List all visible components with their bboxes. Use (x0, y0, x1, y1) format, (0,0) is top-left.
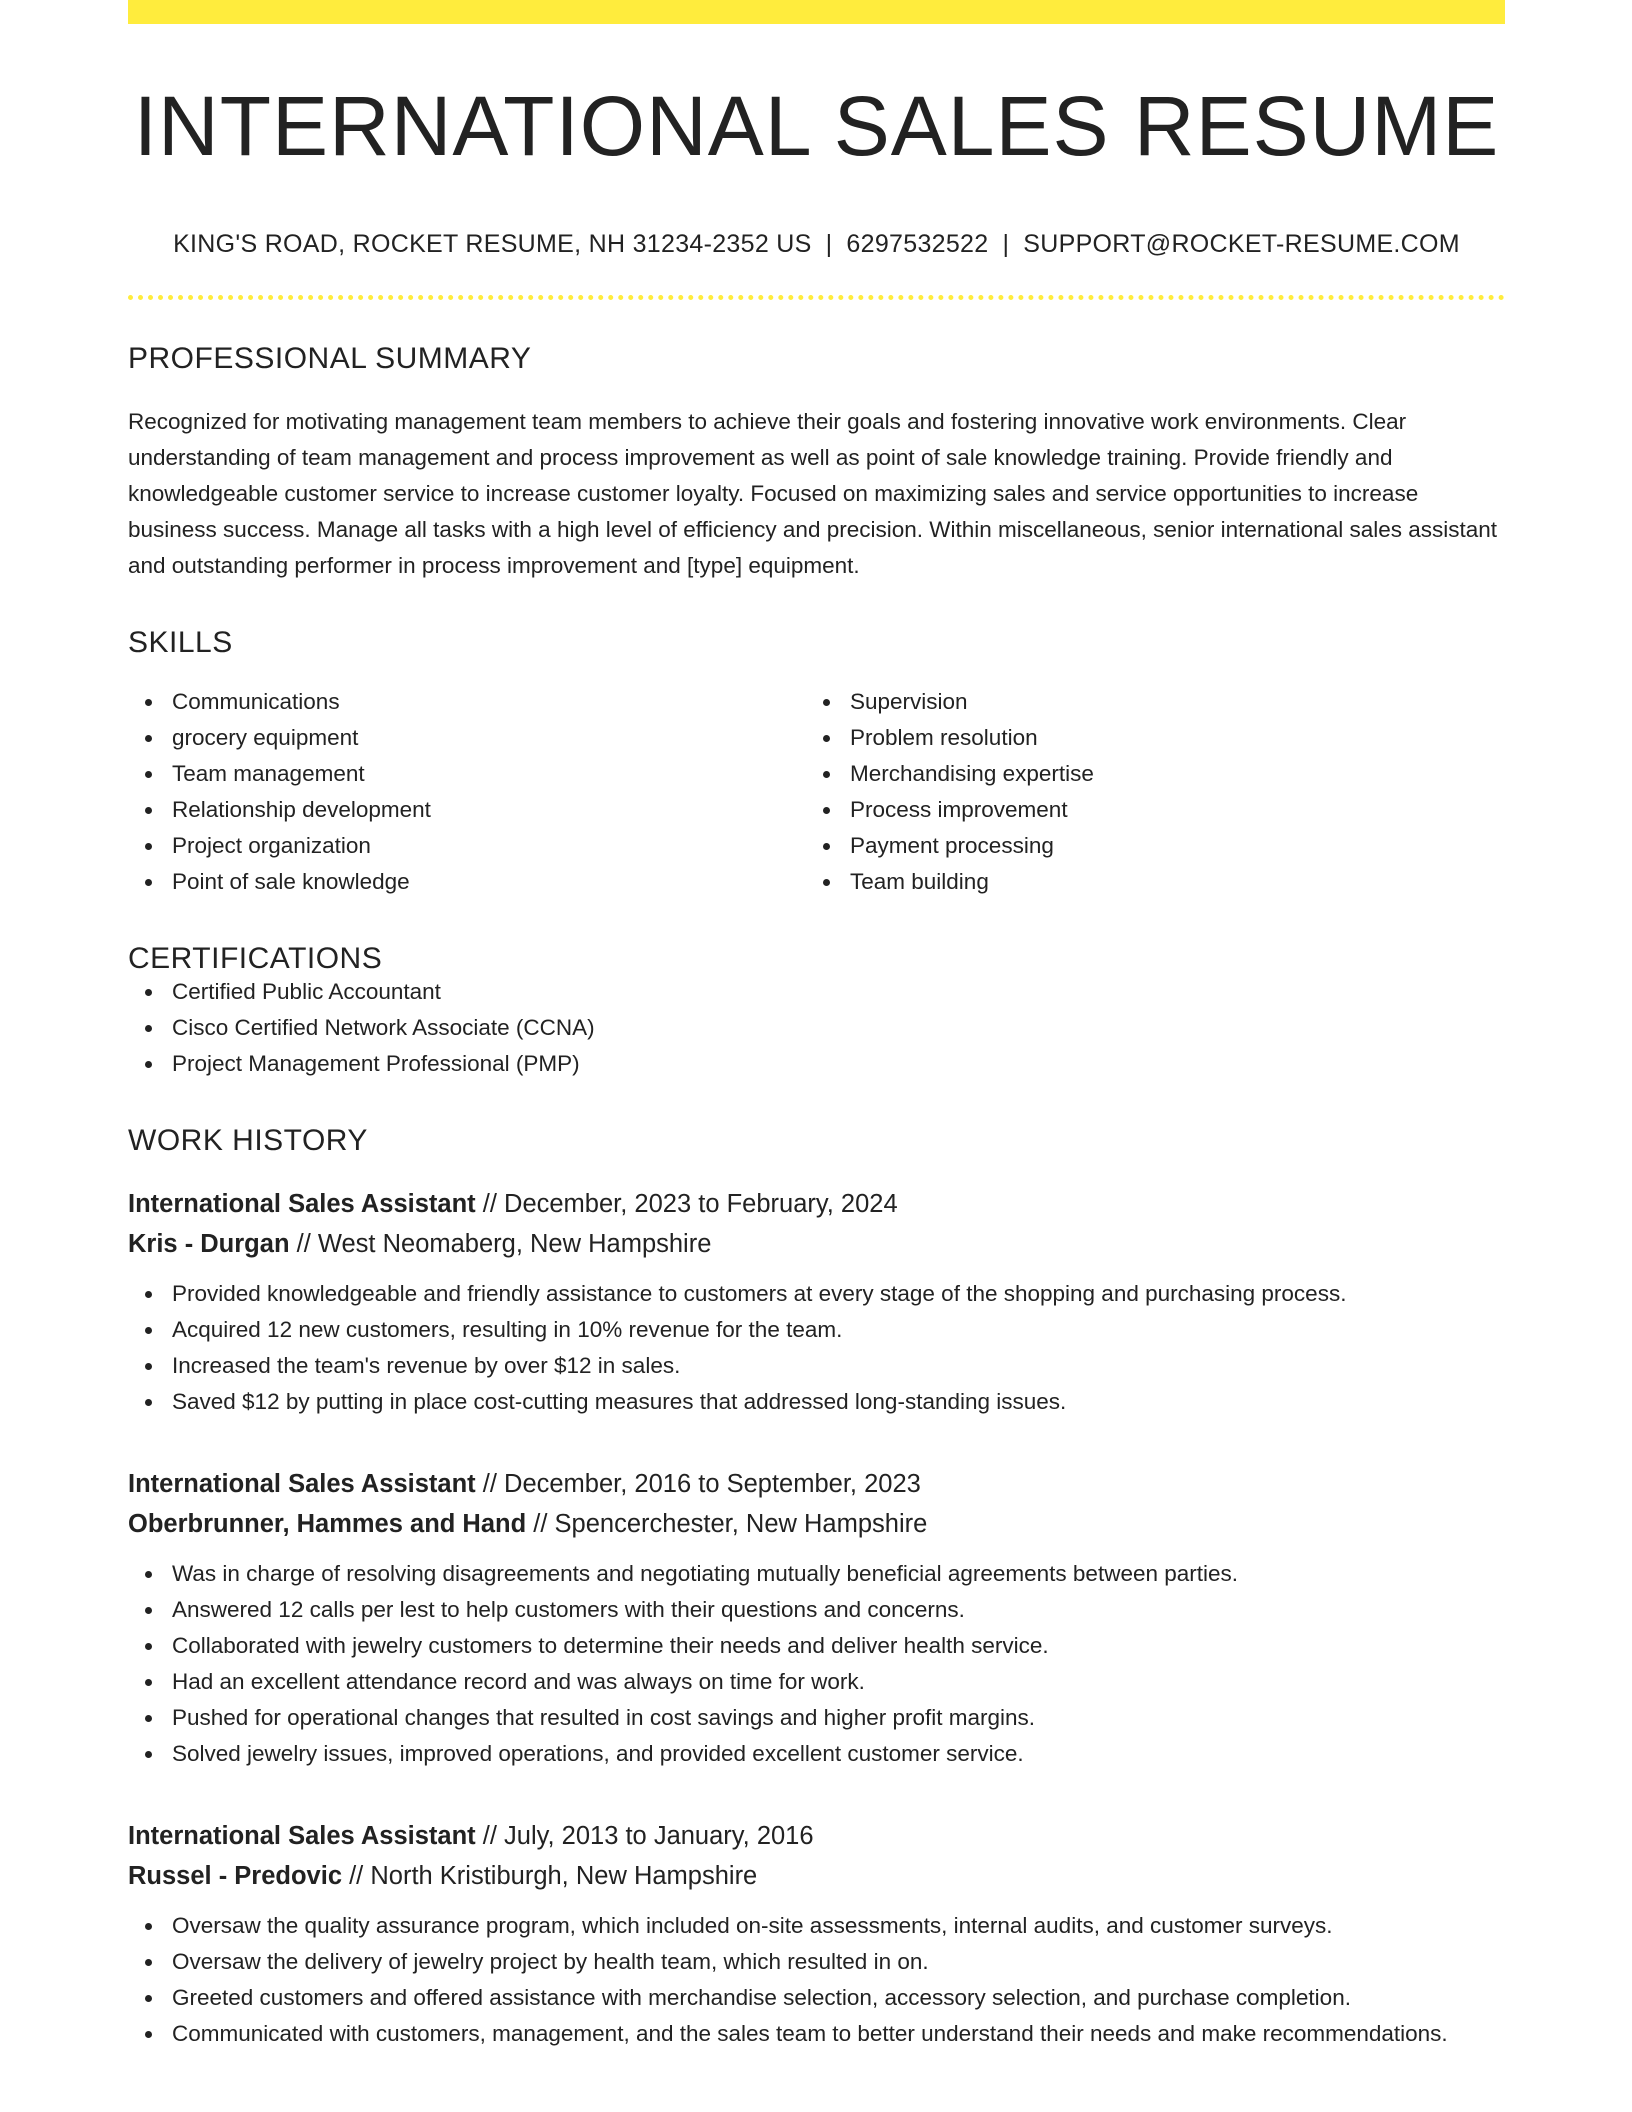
skill-item-text: grocery equipment (172, 725, 359, 750)
skills-columns (128, 684, 1505, 900)
bullet-icon (145, 735, 152, 742)
top-accent-bar (128, 0, 1505, 24)
job-bullet-text: Provided knowledgeable and friendly assistance to customers at every stage of the shopping and purchasing process. (172, 1281, 1347, 1306)
skill-item (128, 828, 806, 864)
job-bullet-text: Oversaw the quality assurance program, which included on-site assessments, internal audits, and customer surveys. (172, 1913, 1333, 1938)
bullet-icon (145, 699, 152, 706)
bullet-icon (823, 699, 830, 706)
skill-item (128, 792, 806, 828)
skill-item (128, 684, 806, 720)
certification-item-text: Cisco Certified Network Associate (CCNA) (172, 1015, 595, 1040)
skill-item-text: Point of sale knowledge (172, 869, 410, 894)
job-bullet (128, 1944, 1505, 1980)
bullet-icon (145, 879, 152, 886)
job-dates: July, 2013 to January, 2016 (504, 1822, 814, 1850)
job-company-line (128, 1504, 1505, 1544)
bullet-icon (145, 1571, 152, 1578)
job-bullet (128, 1384, 1505, 1420)
certifications-heading: CERTIFICATIONS (128, 942, 383, 975)
job-bullet (128, 1312, 1505, 1348)
job-bullet-text: Communicated with customers, management, and the sales team to better understand their needs and make recommendations. (172, 2021, 1448, 2046)
bullet-icon (145, 1291, 152, 1298)
bullet-icon (145, 1327, 152, 1334)
job-bullet-text: Saved $12 by putting in place cost-cutting measures that addressed long-standing issues. (172, 1389, 1067, 1414)
job-location: Spencerchester, New Hampshire (554, 1510, 928, 1538)
bullet-icon (145, 1959, 152, 1966)
job-company: Kris - Durgan (128, 1230, 290, 1258)
bullet-icon (145, 1399, 152, 1406)
job-bullets (128, 1556, 1505, 1772)
job-bullet (128, 1348, 1505, 1384)
skill-item-text: Problem resolution (850, 725, 1038, 750)
bullet-icon (823, 879, 830, 886)
contact-line (128, 230, 1505, 259)
divider: // (482, 1190, 497, 1218)
job-location: West Neomaberg, New Hampshire (317, 1230, 712, 1258)
certification-item (128, 1046, 1505, 1082)
job-title-line (128, 1816, 1505, 1856)
bullet-icon (145, 2031, 152, 2038)
job-dates: December, 2023 to February, 2024 (504, 1190, 898, 1218)
job-bullets (128, 1908, 1505, 2052)
skill-item-text: Team building (850, 869, 989, 894)
divider: // (482, 1822, 497, 1850)
job-bullet (128, 1592, 1505, 1628)
phone: 6297532522 (846, 230, 989, 258)
skills-list-right (806, 684, 1484, 900)
certification-item (128, 974, 1505, 1010)
skill-item-text: Payment processing (850, 833, 1054, 858)
header-divider (128, 295, 1505, 300)
job-bullet-text: Oversaw the delivery of jewelry project by health team, which resulted in on. (172, 1949, 929, 1974)
resume-title: INTERNATIONAL SALES RESUME (133, 79, 1500, 173)
job-company-line (128, 1224, 1505, 1264)
job-bullet (128, 1700, 1505, 1736)
bullet-icon (145, 989, 152, 996)
job-company: Oberbrunner, Hammes and Hand (128, 1510, 527, 1538)
job-bullet (128, 1628, 1505, 1664)
skill-item (128, 864, 806, 900)
bullet-icon (145, 1995, 152, 2002)
job-bullet (128, 1908, 1505, 1944)
work-history-heading: WORK HISTORY (128, 1124, 368, 1157)
skills-list-left (128, 684, 806, 900)
skill-item (128, 756, 806, 792)
bullet-icon (145, 1363, 152, 1370)
divider: // (533, 1510, 548, 1538)
job-bullet-text: Increased the team's revenue by over $12 in sales. (172, 1353, 681, 1378)
bullet-icon (145, 771, 152, 778)
bullet-icon (823, 771, 830, 778)
certifications-list (128, 974, 1505, 1082)
skill-item (806, 792, 1484, 828)
divider: // (296, 1230, 311, 1258)
bullet-icon (145, 1923, 152, 1930)
job-bullet-text: Answered 12 calls per lest to help customers with their questions and concerns. (172, 1597, 965, 1622)
contact-separator: | (825, 230, 833, 258)
job-location: North Kristiburgh, New Hampshire (370, 1862, 758, 1890)
skill-item-text: Project organization (172, 833, 371, 858)
job-bullet (128, 1980, 1505, 2016)
job-bullet-text: Acquired 12 new customers, resulting in 10% revenue for the team. (172, 1317, 843, 1342)
bullet-icon (823, 735, 830, 742)
job-bullet (128, 1276, 1505, 1312)
bullet-icon (823, 807, 830, 814)
job-company: Russel - Predovic (128, 1862, 342, 1890)
job-entry (128, 1184, 1505, 1420)
skill-item (806, 720, 1484, 756)
job-bullets (128, 1276, 1505, 1420)
job-entry (128, 1816, 1505, 2052)
job-dates: December, 2016 to September, 2023 (504, 1470, 921, 1498)
resume-page (128, 0, 1505, 2052)
skill-item (806, 756, 1484, 792)
address: KING'S ROAD, ROCKET RESUME, NH 31234-2352 US (173, 230, 812, 258)
skill-item (806, 684, 1484, 720)
bullet-icon (145, 1607, 152, 1614)
job-company-line (128, 1856, 1505, 1896)
job-role: International Sales Assistant (128, 1822, 476, 1850)
job-role: International Sales Assistant (128, 1470, 476, 1498)
job-bullet-text: Solved jewelry issues, improved operations, and provided excellent customer service. (172, 1741, 1024, 1766)
certification-item-text: Project Management Professional (PMP) (172, 1051, 580, 1076)
bullet-icon (145, 1751, 152, 1758)
bullet-icon (145, 807, 152, 814)
job-title-line (128, 1184, 1505, 1224)
skill-item-text: Supervision (850, 689, 968, 714)
divider: // (482, 1470, 497, 1498)
certification-item (128, 1010, 1505, 1046)
summary-text: Recognized for motivating management team members to achieve their goals and fostering innovative work environments. Clear understanding of team management and process improvement as well as point of sale knowledge training. Provide friendly and knowledgeable customer service to increase customer loyalty. Focused on maximizing sales and service opportunities to increase business success. Manage all tasks with a high level of efficiency and precision. Within miscellaneous, senior international sales assistant and outstanding performer in process improvement and [type] equipment. (128, 409, 1498, 578)
job-bullet-text: Was in charge of resolving disagreements and negotiating mutually beneficial agreements between parties. (172, 1561, 1239, 1586)
work-history-list (128, 1184, 1505, 2052)
job-bullet-text: Collaborated with jewelry customers to determine their needs and deliver health service. (172, 1633, 1049, 1658)
job-bullet (128, 2016, 1505, 2052)
bullet-icon (145, 843, 152, 850)
divider: // (349, 1862, 364, 1890)
job-bullet (128, 1664, 1505, 1700)
job-title-line (128, 1464, 1505, 1504)
summary-heading: PROFESSIONAL SUMMARY (128, 342, 532, 375)
job-bullet-text: Had an excellent attendance record and was always on time for work. (172, 1669, 865, 1694)
contact-separator: | (1002, 230, 1010, 258)
skill-item-text: Process improvement (850, 797, 1068, 822)
bullet-icon (823, 843, 830, 850)
skill-item-text: Team management (172, 761, 365, 786)
certification-item-text: Certified Public Accountant (172, 979, 441, 1004)
job-role: International Sales Assistant (128, 1190, 476, 1218)
skill-item (806, 864, 1484, 900)
email: SUPPORT@ROCKET-RESUME.COM (1023, 230, 1460, 258)
job-bullet (128, 1736, 1505, 1772)
bullet-icon (145, 1643, 152, 1650)
skill-item-text: Communications (172, 689, 340, 714)
job-bullet-text: Pushed for operational changes that resulted in cost savings and higher profit margins. (172, 1705, 1036, 1730)
skill-item-text: Merchandising expertise (850, 761, 1094, 786)
bullet-icon (145, 1025, 152, 1032)
job-bullet-text: Greeted customers and offered assistance with merchandise selection, accessory selection, and purchase completion. (172, 1985, 1351, 2010)
job-bullet (128, 1556, 1505, 1592)
skill-item (128, 720, 806, 756)
bullet-icon (145, 1715, 152, 1722)
skills-heading: SKILLS (128, 626, 233, 659)
bullet-icon (145, 1061, 152, 1068)
skill-item-text: Relationship development (172, 797, 431, 822)
skill-item (806, 828, 1484, 864)
job-entry (128, 1464, 1505, 1772)
bullet-icon (145, 1679, 152, 1686)
